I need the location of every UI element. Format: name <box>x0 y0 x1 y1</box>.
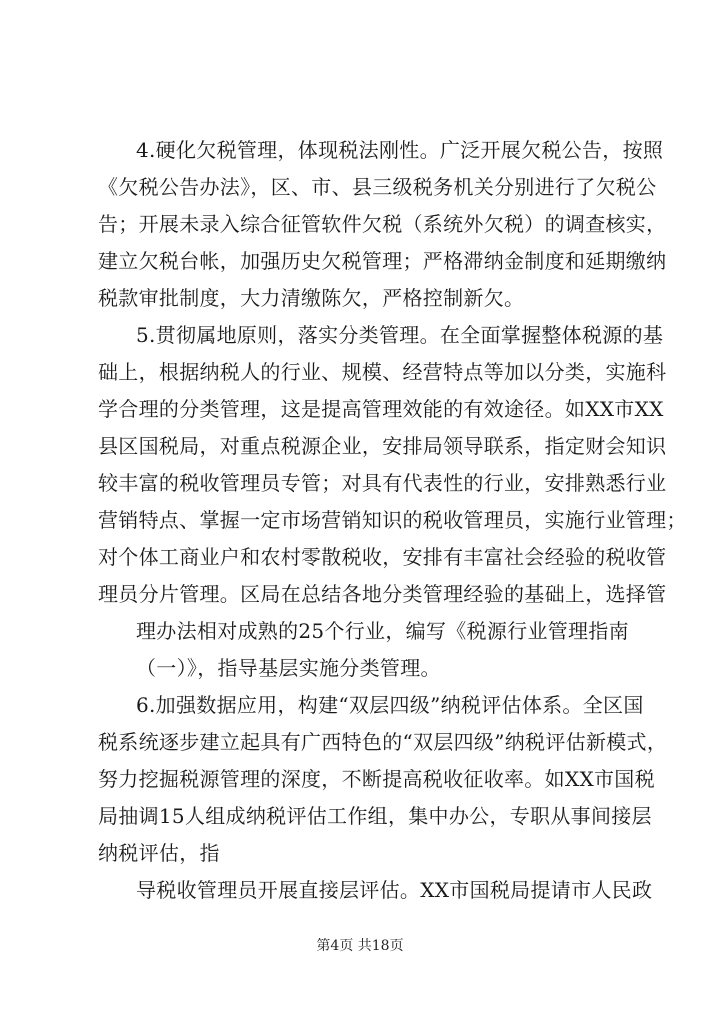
text-line-14: 理办法相对成熟的25个行业，编写《税源行业管理指南 <box>136 619 629 643</box>
text-line-20: 纳税评估，指 <box>98 841 220 865</box>
text-line-18: 努力挖掘税源管理的深度，不断提高税收征收率。如XX市国税 <box>98 767 655 791</box>
text-line-5: 税款审批制度，大力清缴陈欠，严格控制新欠。 <box>98 286 525 310</box>
text-line-2: 《欠税公告办法》，区、市、县三级税务机关分别进行了欠税公 <box>98 175 657 199</box>
text-line-15: （一）》，指导基层实施分类管理。 <box>136 656 441 680</box>
text-line-16: 6.加强数据应用，构建“双层四级”纳税评估体系。全区国 <box>136 693 644 717</box>
text-line-10: 较丰富的税收管理员专管；对具有代表性的行业，安排熟悉行业 <box>98 471 667 495</box>
text-line-8: 学合理的分类管理，这是提高管理效能的有效途径。如XX市XX <box>98 397 664 421</box>
text-line-17: 税系统逐步建立起具有广西特色的“双层四级”纳税评估新模式， <box>98 730 668 754</box>
text-line-4: 建立欠税台帐，加强历史欠税管理；严格滞纳金制度和延期缴纳 <box>98 249 667 273</box>
text-line-13: 理员分片管理。区局在总结各地分类管理经验的基础上，选择管 <box>98 582 667 606</box>
text-line-19: 局抽调15人组成纳税评估工作组，集中办公，专职从事间接层 <box>98 804 652 828</box>
text-line-12: 对个体工商业户和农村零散税收，安排有丰富社会经验的税收管 <box>98 545 667 569</box>
text-line-11: 营销特点、掌握一定市场营销知识的税收管理员，实施行业管理； <box>98 508 687 532</box>
text-line-7: 础上，根据纳税人的行业、规模、经营特点等加以分类，实施科 <box>98 360 667 384</box>
text-line-9: 县区国税局，对重点税源企业，安排局领导联系，指定财会知识 <box>98 434 667 458</box>
text-line-21: 导税收管理员开展直接层评估。XX市国税局提请市人民政 <box>136 878 653 902</box>
page-number: 第4页 共18页 <box>316 938 404 954</box>
text-line-6: 5.贯彻属地原则，落实分类管理。在全面掌握整体税源的基 <box>136 323 664 347</box>
text-line-3: 告；开展未录入综合征管软件欠税（系统外欠税）的调查核实， <box>98 212 667 236</box>
text-line-1: 4.硬化欠税管理，体现税法刚性。广泛开展欠税公告，按照 <box>136 138 664 162</box>
